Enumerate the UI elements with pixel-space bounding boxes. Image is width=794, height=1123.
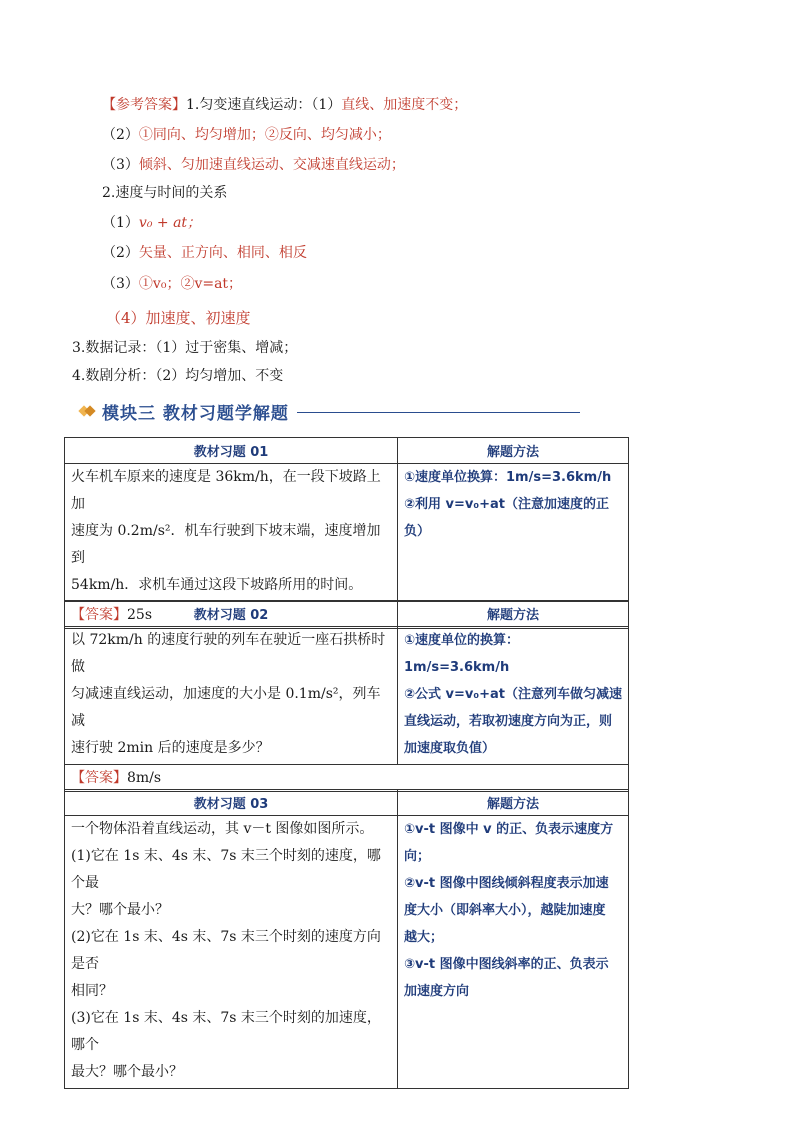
answer-line-1: 【参考答案】1.匀变速直线运动：（1）直线、加速度不变；: [102, 97, 468, 113]
module-title: 模块三 教材习题学解题: [102, 403, 289, 424]
exercise-table-03: [64, 789, 629, 1089]
exercise-method: ①v-t 图像中 v 的正、负表示速度方 向； ②v-t 图像中图线倾斜程度表示加速 度大小（即斜率大小），越陡加速度 越大； ③v-t 图像中图线斜率的正、负表示 加速度方向: [398, 816, 629, 1089]
answer-line-10: 4.数剧分析：（2）均匀增加、不变: [72, 368, 284, 384]
method-header: 解题方法: [398, 438, 629, 464]
exercise-method: ①速度单位的换算：1m/s=3.6km/h ②公式 v=v₀+at（注意列车做匀减速 直线运动，若取初速度方向为正，则 加速度取负值）: [398, 627, 629, 765]
answer-line-5: （1）v₀ + at；: [102, 215, 202, 231]
answer-line-3: （3）倾斜、匀加速直线运动、交减速直线运动；: [102, 157, 405, 173]
answer-line-6: （2）矢量、正方向、相同、相反: [102, 245, 307, 261]
exercise-answer: 【答案】25s: [65, 602, 629, 629]
method-header: 解题方法: [398, 790, 629, 816]
exercise-method: ①速度单位换算：1m/s=3.6km/h ②利用 v=v₀+at（注意加速度的正负）: [398, 464, 629, 602]
double-diamond-icon: [80, 403, 96, 419]
exercise-table-02: [64, 600, 629, 792]
exercise-question: 一个物体沿着直线运动，其 v－t 图像如图所示。 (1)它在 1s 末、4s 末、7s 末三个时刻的速度，哪个最 大？哪个最小？ (2)它在 1s 末、4s 末、7s 末三个时刻的速度方向是否 相同？ (3)它在 1s 末、4s 末、7s 末三个时刻的加速度，哪个 最大？哪个最小？: [65, 816, 398, 1089]
answer-line-2: （2）①同向、均匀增加；②反向、均匀减小；: [102, 127, 391, 143]
exercise-answer: 【答案】8m/s: [65, 765, 629, 792]
module-divider: [297, 412, 580, 413]
exercise-question: 以 72km/h 的速度行驶的列车在驶近一座石拱桥时做 匀减速直线运动，加速度的大小是 0.1m/s²，列车减 速行驶 2min 后的速度是多少？: [65, 627, 398, 765]
module-header: [80, 399, 580, 423]
answer-line-4: 2.速度与时间的关系: [102, 185, 228, 201]
exercise-title: 教材习题 02: [65, 601, 398, 627]
exercise-title: 教材习题 01: [65, 438, 398, 464]
exercise-question: 火车机车原来的速度是 36km/h，在一段下坡路上加 速度为 0.2m/s²．机车行驶到下坡末端，速度增加到 54km/h．求机车通过这段下坡路所用的时间。: [65, 464, 398, 602]
method-header: 解题方法: [398, 601, 629, 627]
answer-line-7: （3）①v₀；②v=at；: [102, 276, 243, 292]
exercise-title: 教材习题 03: [65, 790, 398, 816]
answer-line-9: 3.数据记录：（1）过于密集、增减；: [72, 340, 298, 356]
answer-line-8: （4）加速度、初速度: [106, 309, 251, 327]
